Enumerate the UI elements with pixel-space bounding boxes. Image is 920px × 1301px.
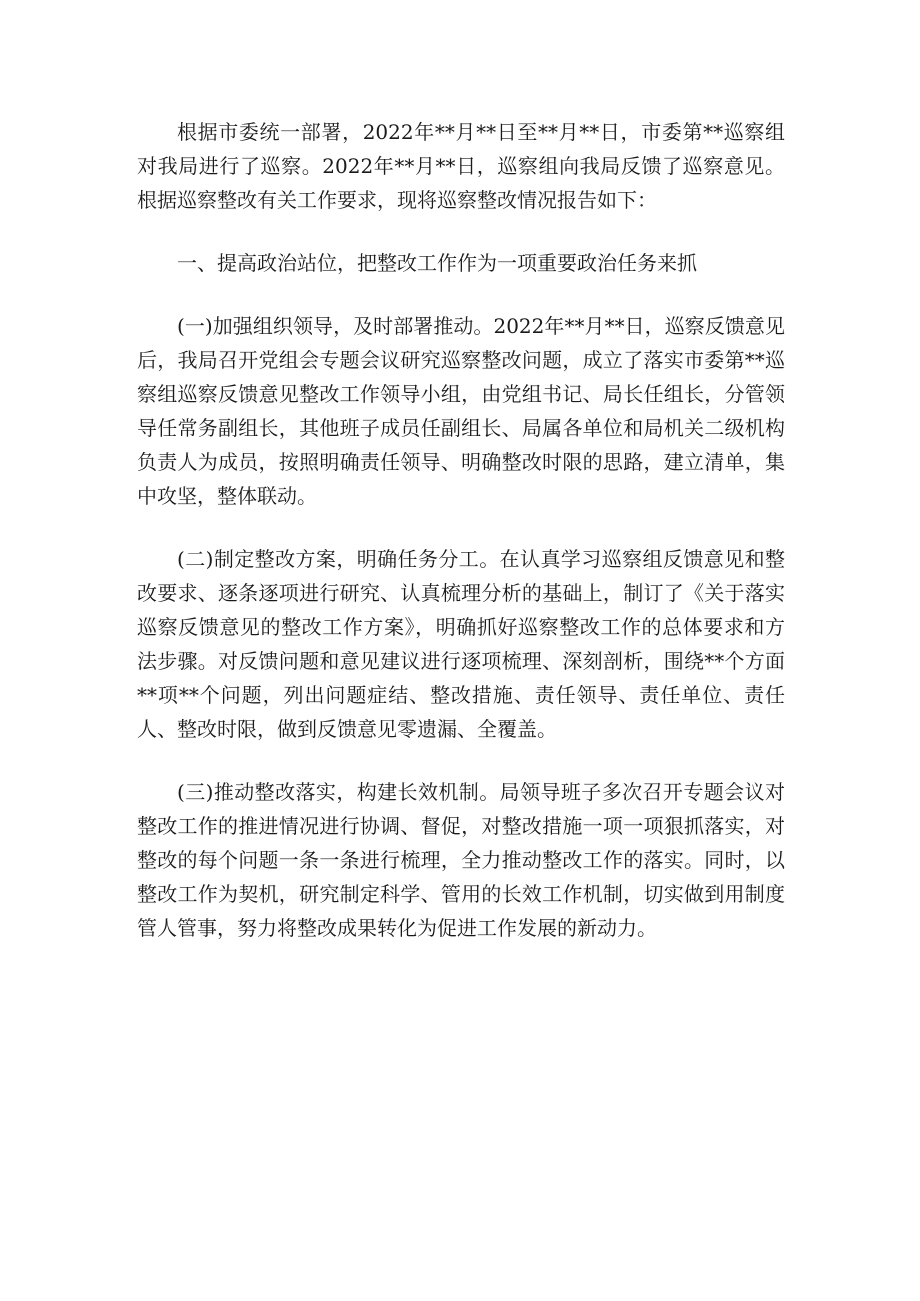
- section-heading-1: 一、提高政治站位，把整改工作作为一项重要政治任务来抓: [177, 251, 697, 275]
- paragraph-3: (三)推动整改落实，构建长效机制。局领导班子多次召开专题会议对整改工作的推进情况进行协调、督促，对整改措施一项一项狠抓落实，对整改的每个问题一条一条进行梳理，全力推动整改工作的落实。同时，以整改工作为契机，研究制定科学、管用的长效工作机制，切实做到用制度管人管事，努力将整改成果转化为促进工作发展的新动力。: [137, 780, 785, 940]
- paragraph-1: (一)加强组织领导，及时部署推动。2022年**月**日，巡察反馈意见后，我局召开党组会专题会议研究巡察整改问题，成立了落实市委第**巡察组巡察反馈意见整改工作领导小组，由党组书记、局长任组长，分管领导任常务副组长，其他班子成员任副组长、局属各单位和局机关二级机构负责人为成员，按照明确责任领导、明确整改时限的思路，建立清单，集中攻坚，整体联动。: [137, 314, 785, 508]
- paragraph-2: (二)制定整改方案，明确任务分工。在认真学习巡察组反馈意见和整改要求、逐条逐项进行研究、认真梳理分析的基础上，制订了《关于落实巡察反馈意见的整改工作方案》，明确抓好巡察整改工作的总体要求和方法步骤。对反馈问题和意见建议进行逐项梳理、深刻剖析，围绕**个方面**项**个问题，列出问题症结、整改措施、责任领导、责任单位、责任人、整改时限，做到反馈意见零遗漏、全覆盖。: [137, 547, 785, 741]
- intro-paragraph: 根据市委统一部署，2022年**月**日至**月**日，市委第**巡察组对我局进行了巡察。2022年**月**日，巡察组向我局反馈了巡察意见。根据巡察整改有关工作要求，现将巡察整改情况报告如下：: [137, 120, 785, 212]
- document-body: [137, 115, 785, 974]
